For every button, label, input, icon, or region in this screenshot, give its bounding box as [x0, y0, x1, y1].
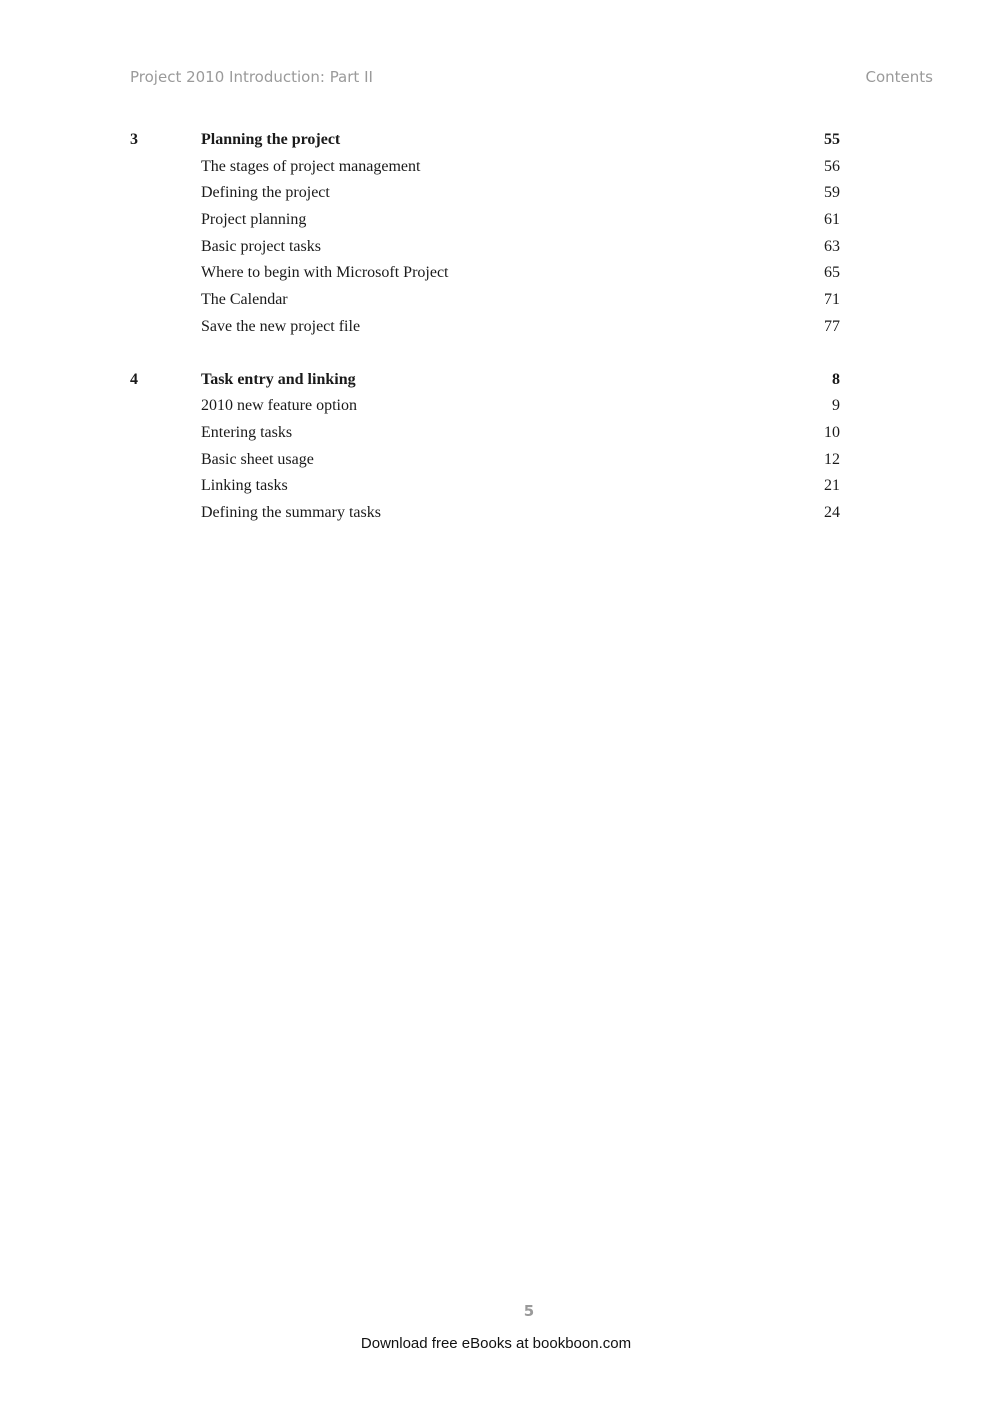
- entry-title: The Calendar: [201, 291, 288, 309]
- toc-entry[interactable]: [130, 473, 840, 500]
- running-header: [130, 68, 933, 92]
- entry-title: Basic project tasks: [201, 237, 321, 255]
- toc-entry[interactable]: [130, 180, 840, 207]
- entry-title: 2010 new feature option: [201, 397, 357, 415]
- entry-page: 21: [824, 477, 840, 495]
- entry-title: Linking tasks: [201, 477, 288, 495]
- toc-entry[interactable]: [130, 420, 840, 447]
- chapter-4: [130, 367, 840, 527]
- toc-entry[interactable]: [130, 260, 840, 287]
- entry-title: Defining the project: [201, 184, 330, 202]
- entry-title: Project planning: [201, 211, 307, 229]
- table-of-contents: [130, 127, 840, 553]
- entry-title: Where to begin with Microsoft Project: [201, 264, 449, 282]
- download-link[interactable]: Download free eBooks at bookboon.com: [360, 1335, 632, 1352]
- toc-entry[interactable]: [130, 393, 840, 420]
- page-number: 5: [523, 1302, 535, 1320]
- toc-entry[interactable]: [130, 234, 840, 261]
- section-name: Contents: [865, 68, 933, 86]
- entry-page: 61: [824, 211, 840, 229]
- toc-entry[interactable]: [130, 447, 840, 474]
- chapter-title: Task entry and linking: [201, 370, 356, 388]
- entry-page: 65: [824, 264, 840, 282]
- entry-title: The stages of project management: [201, 157, 421, 175]
- chapter-heading[interactable]: [130, 367, 840, 394]
- toc-entry[interactable]: [130, 207, 840, 234]
- entry-page: 71: [824, 291, 840, 309]
- entry-title: Entering tasks: [201, 423, 293, 441]
- toc-entry[interactable]: [130, 154, 840, 181]
- book-title: Project 2010 Introduction: Part II: [130, 68, 373, 86]
- entry-page: 12: [824, 450, 840, 468]
- chapter-page: 8: [832, 370, 840, 388]
- entry-page: 24: [824, 503, 840, 521]
- chapter-title: Planning the project: [201, 131, 341, 148]
- toc-entry[interactable]: [130, 314, 840, 341]
- chapter-3: [130, 127, 840, 341]
- entry-page: 59: [824, 184, 840, 202]
- toc-entry[interactable]: [130, 287, 840, 314]
- chapter-heading[interactable]: [130, 127, 840, 154]
- entry-title: Defining the summary tasks: [201, 503, 381, 521]
- entry-page: 77: [824, 317, 840, 335]
- entry-title: Save the new project file: [201, 317, 361, 335]
- chapter-number: 3: [130, 131, 138, 148]
- entry-page: 63: [824, 237, 840, 255]
- entry-title: Basic sheet usage: [201, 450, 314, 468]
- toc-entry[interactable]: [130, 500, 840, 527]
- chapter-number: 4: [130, 370, 138, 388]
- entry-page: 10: [824, 423, 840, 441]
- entry-page: 9: [832, 397, 840, 415]
- chapter-page: 55: [824, 131, 840, 148]
- entry-page: 56: [824, 157, 840, 175]
